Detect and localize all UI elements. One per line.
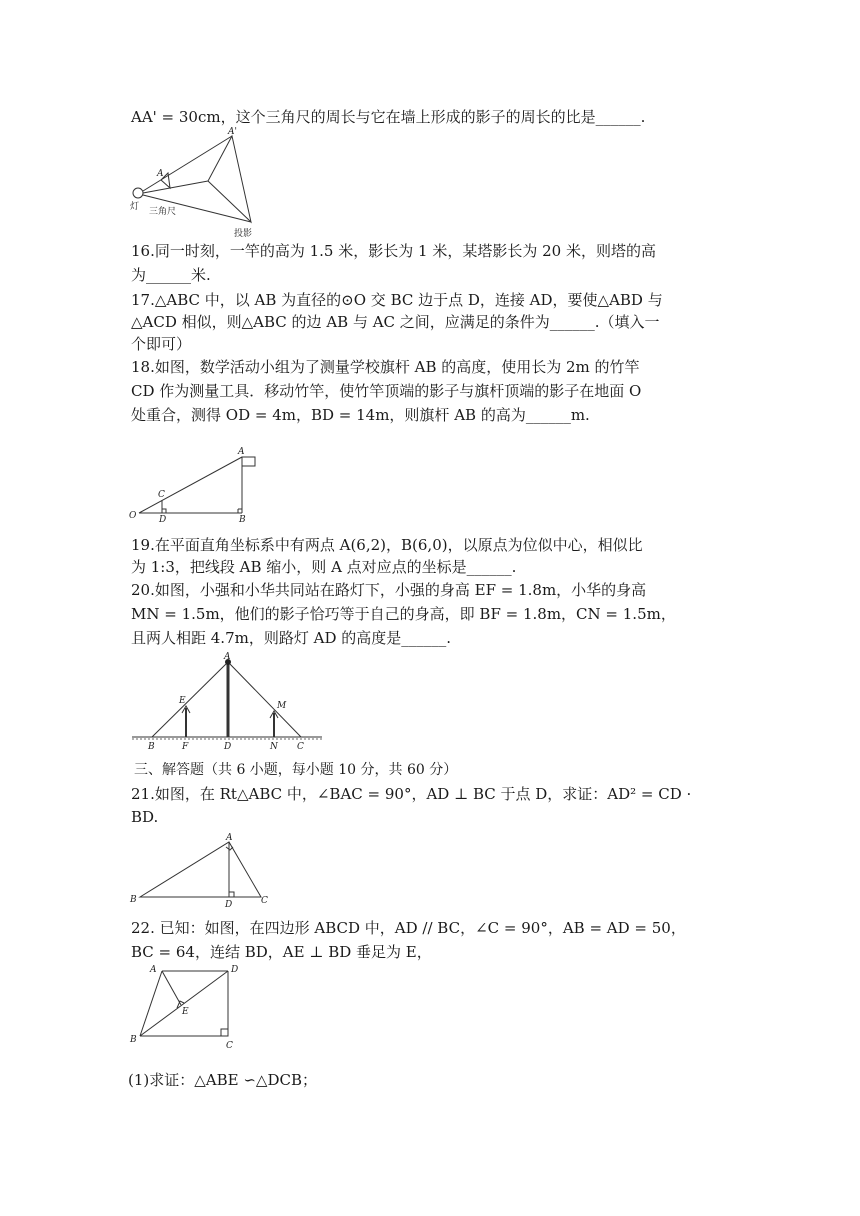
q19-text-line2: 为 1:3，把线段 AB 缩小，则 A 点对应点的坐标是______. xyxy=(131,558,517,576)
q17-text-line2: △ACD 相似，则△ABC 的边 AB 与 AC 之间，应满足的条件为______.（填入一 xyxy=(131,313,660,331)
figure-21-right-triangle xyxy=(126,830,276,910)
q22-text-line2: BC = 64，连结 BD，AE ⊥ BD 垂足为 E， xyxy=(131,943,432,961)
fig20-label-a: A xyxy=(224,652,231,662)
fig15-label-a-prime: A' xyxy=(228,127,237,137)
q19-text-line1: 19.在平面直角坐标系中有两点 A(6,2)，B(6,0)，以原点为位似中心，相似比 xyxy=(131,536,643,554)
q18-text-line3: 处重合，测得 OD = 4m，BD = 14m，则旗杆 AB 的高为______m. xyxy=(131,406,590,424)
fig20-label-f: F xyxy=(182,742,189,752)
q16-text-line1: 16.同一时刻，一竿的高为 1.5 米，影长为 1 米，某塔影长为 20 米，则塔的高 xyxy=(131,242,656,260)
fig21-label-d: D xyxy=(225,900,233,910)
q20-text-line3: 且两人相距 4.7m，则路灯 AD 的高度是______. xyxy=(131,629,452,647)
fig15-label-a: A xyxy=(157,169,164,179)
q22-subquestion-1: (1)求证：△ABE ∽△DCB； xyxy=(128,1071,317,1089)
fig20-label-n: N xyxy=(270,742,278,752)
fig20-label-c: C xyxy=(297,742,304,752)
figure-22-quadrilateral xyxy=(126,960,246,1052)
fig18-label-a: A xyxy=(238,447,245,457)
q18-text-line2: CD 作为测量工具．移动竹竿，使竹竿顶端的影子与旗杆顶端的影子在地面 O xyxy=(131,382,642,400)
q20-text-line2: MN = 1.5m，他们的影子恰巧等于自己的身高，即 BF = 1.8m，CN = 1.5m， xyxy=(131,605,676,623)
fig21-label-c: C xyxy=(261,896,268,906)
figure-18-flagpole xyxy=(125,443,265,523)
section-3-title: 三、解答题（共 6 小题，每小题 10 分，共 60 分） xyxy=(134,762,458,778)
q15-text: AA' = 30cm，这个三角尺的周长与它在墙上形成的影子的周长的比是______. xyxy=(131,108,646,126)
q16-text-line2: 为______米. xyxy=(131,266,211,284)
fig20-label-d: D xyxy=(224,742,232,752)
fig20-label-e: E xyxy=(179,696,186,706)
fig21-label-b: B xyxy=(130,895,137,905)
fig18-label-d: D xyxy=(159,515,167,523)
q18-text-line1: 18.如图，数学活动小组为了测量学校旗杆 AB 的高度，使用长为 2m 的竹竿 xyxy=(131,358,640,376)
figure-15-triangle-shadow xyxy=(128,126,263,238)
fig22-label-e: E xyxy=(182,1007,189,1017)
fig15-label-shadow: 投影 xyxy=(234,229,253,238)
fig21-label-a: A xyxy=(226,833,233,843)
fig22-label-b: B xyxy=(130,1035,137,1045)
lamp-icon xyxy=(133,188,143,198)
fig20-label-b: B xyxy=(148,742,155,752)
fig22-label-c: C xyxy=(226,1041,233,1051)
q17-text-line3: 个即可） xyxy=(131,335,192,353)
q20-text-line1: 20.如图，小强和小华共同站在路灯下，小强的身高 EF = 1.8m，小华的身高 xyxy=(131,581,647,599)
fig15-label-lamp: 灯 xyxy=(130,202,140,212)
fig22-label-a: A xyxy=(150,965,157,975)
fig18-label-o: O xyxy=(129,511,137,521)
q21-text-line2: BD. xyxy=(131,808,159,826)
q17-text-line1: 17.△ABC 中，以 AB 为直径的⊙O 交 BC 边于点 D，连接 AD，要使△ABD 与 xyxy=(131,291,663,309)
fig18-label-c: C xyxy=(158,490,165,500)
fig20-label-m: M xyxy=(277,701,287,711)
fig18-label-b: B xyxy=(239,515,246,523)
figure-20-street-lamp xyxy=(128,650,328,752)
fig22-label-d: D xyxy=(231,965,239,975)
q21-text-line1: 21.如图，在 Rt△ABC 中，∠BAC = 90°，AD ⊥ BC 于点 D，求证：AD² = CD · xyxy=(131,785,692,803)
q22-text-line1: 22. 已知：如图，在四边形 ABCD 中，AD // BC，∠C = 90°，AB = AD = 50， xyxy=(131,919,686,937)
fig15-label-ruler: 三角尺 xyxy=(149,207,177,217)
